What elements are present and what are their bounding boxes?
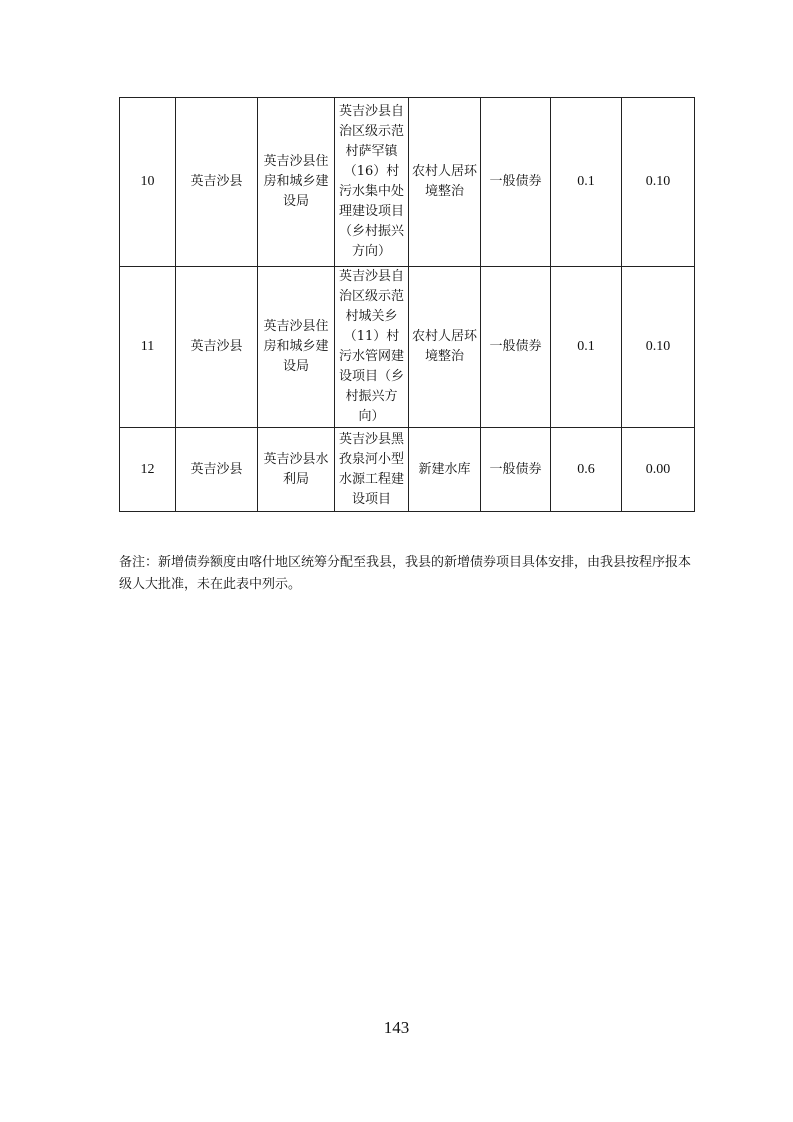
- project-cell: 英吉沙县自治区级示范村城关乡（11）村污水管网建设项目（乡村振兴方向）: [335, 267, 409, 428]
- amount-cell: 0.10: [622, 267, 695, 428]
- project-cell: 英吉沙县自治区级示范村萨罕镇（16）村污水集中处理建设项目（乡村振兴方向）: [335, 98, 409, 267]
- category-cell: 农村人居环境整治: [409, 267, 481, 428]
- footnote: 备注：新增债券额度由喀什地区统筹分配至我县，我县的新增债券项目具体安排，由我县按程序报本级人大批准，未在此表中列示。: [119, 555, 692, 592]
- amount-cell: 0.1: [551, 267, 622, 428]
- department-cell: 英吉沙县住房和城乡建设局: [258, 267, 335, 428]
- department-cell: 英吉沙县住房和城乡建设局: [258, 98, 335, 267]
- bond-project-table: [119, 97, 695, 512]
- row-number: 10: [120, 98, 176, 267]
- row-number: 11: [120, 267, 176, 428]
- table-row: [120, 428, 695, 512]
- row-number: 12: [120, 428, 176, 512]
- project-cell: 英吉沙县黑孜泉河小型水源工程建设项目: [335, 428, 409, 512]
- county-cell: 英吉沙县: [176, 98, 258, 267]
- department-cell: 英吉沙县水利局: [258, 428, 335, 512]
- amount-cell: 0.00: [622, 428, 695, 512]
- bond-type-cell: 一般债券: [481, 428, 551, 512]
- amount-cell: 0.1: [551, 98, 622, 267]
- category-cell: 农村人居环境整治: [409, 98, 481, 267]
- bond-type-cell: 一般债券: [481, 267, 551, 428]
- bond-type-cell: 一般债券: [481, 98, 551, 267]
- table-row: [120, 98, 695, 267]
- amount-cell: 0.6: [551, 428, 622, 512]
- page-number: 143: [383, 1018, 410, 1037]
- category-cell: 新建水库: [409, 428, 481, 512]
- county-cell: 英吉沙县: [176, 267, 258, 428]
- amount-cell: 0.10: [622, 98, 695, 267]
- county-cell: 英吉沙县: [176, 428, 258, 512]
- table-row: [120, 267, 695, 428]
